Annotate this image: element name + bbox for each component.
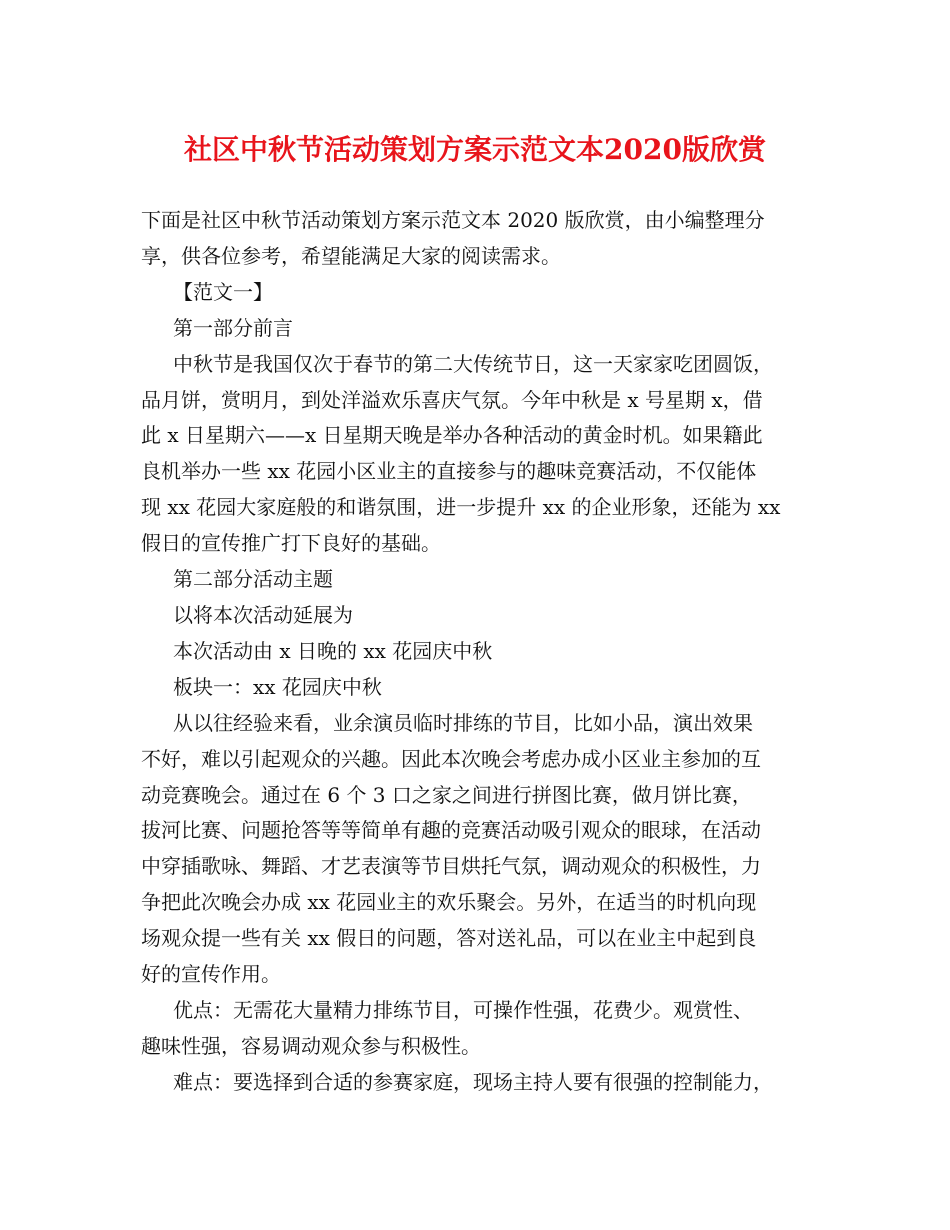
section-heading: 第二部分活动主题 [173,567,333,592]
text-line: 趣味性强，容易调动观众参与积极性。 [141,1033,481,1058]
text-line: 假日的宣传推广打下良好的基础。 [141,531,441,556]
text-line: 中穿插歌咏、舞蹈、才艺表演等节目烘托气氛，调动观众的积极性，力 [141,854,761,879]
text-line: 难点：要选择到合适的参赛家庭，现场主持人要有很强的控制能力， [173,1069,773,1094]
text-line: 场观众提一些有关 xx 假日的问题，答对送礼品，可以在业主中起到良 [141,926,757,951]
text-line: 动竞赛晚会。通过在 6 个 3 口之家之间进行拼图比赛，做月饼比赛， [141,782,752,807]
text-line: 不好，难以引起观众的兴趣。因此本次晚会考虑办成小区业主参加的互 [141,746,761,771]
text-line: 良机举办一些 xx 花园小区业主的直接参与的趣味竞赛活动，不仅能体 [141,459,757,484]
text-line: 从以往经验来看，业余演员临时排练的节目，比如小品，演出效果 [173,710,753,735]
text-line: 板块一：xx 花园庆中秋 [173,674,382,699]
text-line: 争把此次晚会办成 xx 花园业主的欢乐聚会。另外，在适当的时机向现 [141,890,757,915]
text-line: 以将本次活动延展为 [173,602,353,627]
text-line: 优点：无需花大量精力排练节目，可操作性强，花费少。观赏性、 [173,997,753,1022]
section-label: 【范文一】 [173,279,273,304]
document-body [141,203,821,1101]
text-line: 此 x 日星期六——x 日星期天晚是举办各种活动的黄金时机。如果籍此 [141,423,763,448]
section-heading: 第一部分前言 [173,315,293,340]
text-line: 中秋节是我国仅次于春节的第二大传统节日，这一天家家吃团圆饭， [173,351,773,376]
text-line: 现 xx 花园大家庭般的和谐氛围，进一步提升 xx 的企业形象，还能为 xx [141,495,781,520]
text-line: 好的宣传作用。 [141,962,281,987]
text-line: 品月饼，赏明月，到处洋溢欢乐喜庆气氛。今年中秋是 x 号星期 x，借 [141,387,763,412]
document-title: 社区中秋节活动策划方案示范文本2020版欣赏 [184,133,766,166]
text-line: 享，供各位参考，希望能满足大家的阅读需求。 [141,243,561,268]
text-line: 下面是社区中秋节活动策划方案示范文本 2020 版欣赏，由小编整理分 [141,208,765,232]
text-line: 本次活动由 x 日晚的 xx 花园庆中秋 [173,638,493,663]
text-line: 拔河比赛、问题抢答等等简单有趣的竞赛活动吸引观众的眼球，在活动 [141,818,761,843]
